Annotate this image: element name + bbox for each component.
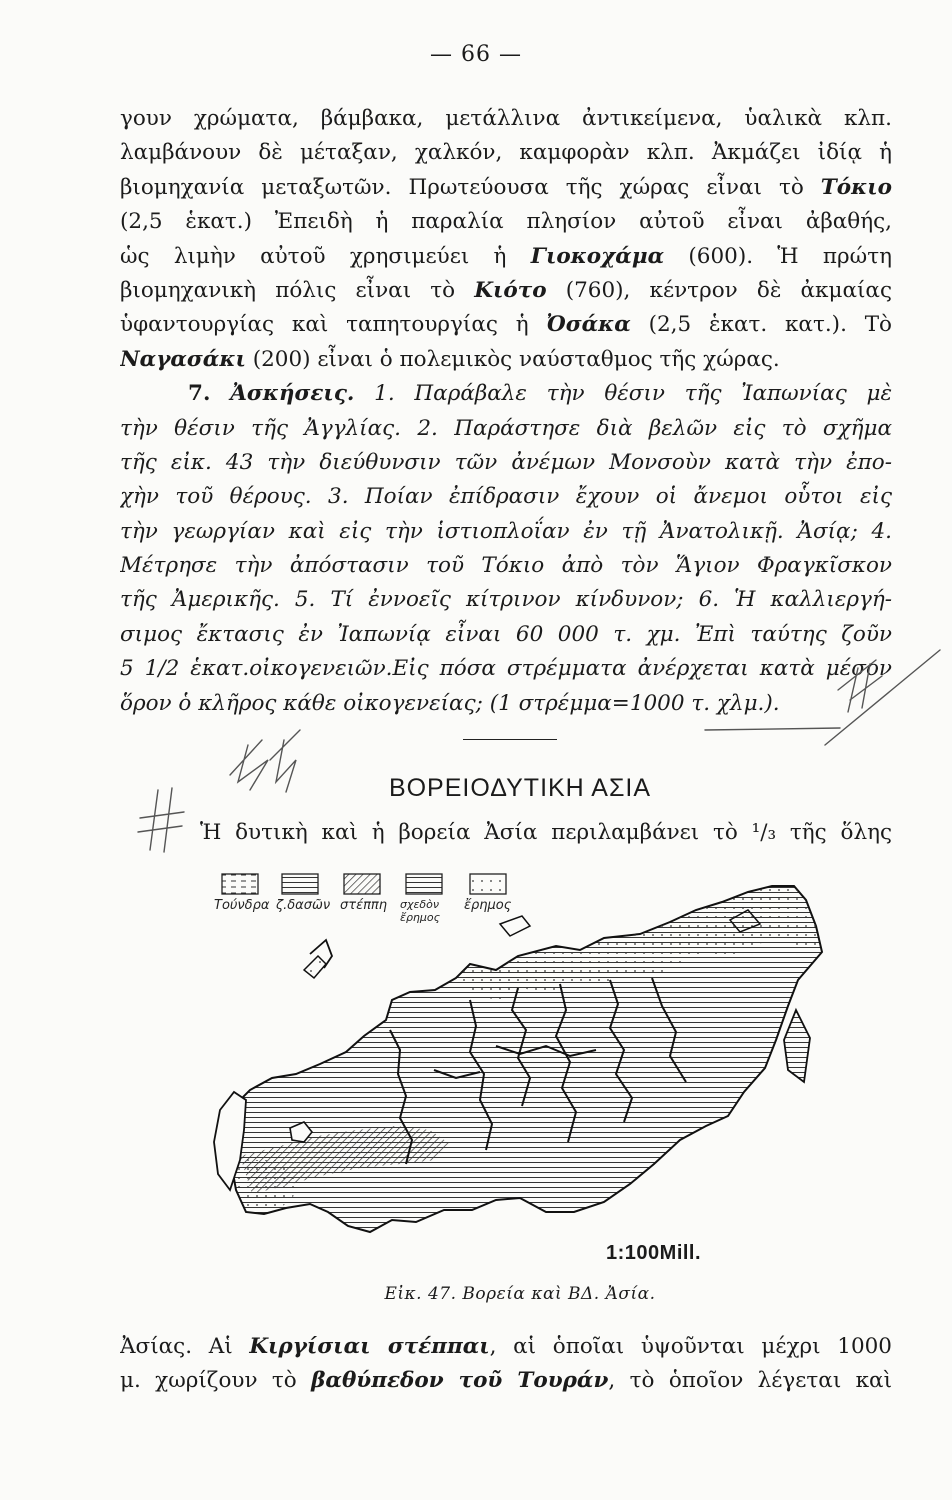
legend-swatch-steppe xyxy=(344,874,380,894)
exercises-number: 7. xyxy=(188,381,211,407)
city-name-yokohama: Γιοκοχάμα xyxy=(530,243,665,269)
text-span: (600). Ἡ πρώτη xyxy=(664,243,892,269)
text-span: βιομηχανία μεταξωτῶν. Πρωτεύουσα τῆς χώρας εἶναι τὸ xyxy=(120,174,821,200)
exercises-heading: Ἀσκήσεις. xyxy=(230,381,355,407)
exercise-line: χὴν τοῦ θέρους. 3. Ποίαν ἐπίδρασιν ἔχουν οἱ ἄνεμοι οὗτοι εἰς xyxy=(120,484,892,510)
text-line xyxy=(120,240,892,274)
kamchatka xyxy=(784,1010,810,1082)
exercise-line: Μέτρησε τὴν ἀπόστασιν τοῦ Τόκιο ἀπὸ τὸν Ἅγιον Φραγκῖσκον xyxy=(120,553,892,579)
city-name-osaka: Ὀσάκα xyxy=(546,312,631,338)
exercise-line: 5 1/2 ἑκατ.οἰκογενειῶν.Εἰς πόσα στρέμματα ἀνέρχεται κατὰ μέσον xyxy=(120,656,892,682)
legend-label-forest: ζ.δασῶν xyxy=(276,898,331,913)
legend-label-steppe: στέππη xyxy=(340,898,387,913)
map-legend xyxy=(222,874,506,894)
text-span: , αἱ ὁποῖαι ὑψοῦνται μέχρι 1000 xyxy=(489,1334,892,1359)
city-name-nagasaki: Ναγασάκι xyxy=(120,346,246,372)
legend-label-desert: ἔρημος xyxy=(464,898,512,913)
legend-swatch-forest xyxy=(282,874,318,894)
legend-label-tundra: Τούνδρα xyxy=(214,898,270,913)
text-line xyxy=(120,1330,892,1364)
city-name-kyoto: Κιότο xyxy=(474,277,547,303)
term-turan-lowland: βαθύπεδον τοῦ Τουράν xyxy=(311,1368,609,1394)
text-span: μ. χωρίζουν τὸ xyxy=(120,1368,312,1394)
text-line xyxy=(120,1364,892,1398)
exercises-heading-line xyxy=(120,377,892,411)
island xyxy=(500,916,530,936)
text-span: , τὸ ὁποῖον λέγεται καὶ xyxy=(608,1368,892,1394)
legend-swatch-desert xyxy=(470,874,506,894)
exercise-line: τῆς Ἀμερικῆς. 5. Τί ἐννοεῖς κίτρινον κίνδυνον; 6. Ἡ καλλιεργή- xyxy=(120,587,892,613)
exercise-line: σιμος ἔκτασις ἐν Ἰαπωνίᾳ εἶναι 60 000 τ. χμ. Ἐπὶ ταύτης ζοῦν xyxy=(120,621,892,647)
island xyxy=(304,956,326,978)
city-name-tokyo: Τόκιο xyxy=(820,174,892,200)
text-span: (2,5 ἑκατ. κατ.). Τὸ xyxy=(630,312,892,338)
map-scale: 1:100Mill. xyxy=(606,1242,702,1264)
text-line xyxy=(120,274,892,308)
text-span: ὡς λιμὴν αὐτοῦ χρησιμεύει ἡ xyxy=(120,243,531,269)
figure-caption: Εἰκ. 47. Βορεία καὶ ΒΔ. Ἀσία. xyxy=(384,1284,656,1304)
closing-paragraph xyxy=(120,1330,892,1399)
exercise-line: τῆς εἰκ. 43 τὴν διεύθυνσιν τῶν ἀνέμων Μονσοὺν κατὰ τὴν ἐπο- xyxy=(120,449,892,475)
exercise-line: τὴν γεωργίαν καὶ εἰς τὴν ἱστιοπλοΐαν ἐν τῇ Ἀνατολικῇ. Ἀσίᾳ; 4. xyxy=(120,518,892,544)
term-kirghiz-steppes: Κιργίσιαι στέππαι xyxy=(249,1334,490,1359)
text-line: γουν χρώματα, βάμβακα, μετάλλινα ἀντικείμενα, ὑαλικὰ κλπ. xyxy=(120,106,892,131)
text-line xyxy=(120,171,892,205)
body-paragraph xyxy=(120,102,892,721)
exercise-line: τὴν θέσιν τῆς Ἀγγλίας. 2. Παράστησε διὰ βελῶν εἰς τὸ σχῆμα xyxy=(120,415,892,441)
page-number: — 66 — xyxy=(430,42,522,67)
text-span: ὑφαντουργίας καὶ ταπητουργίας ἡ xyxy=(120,312,547,338)
intro-line: Ἡ δυτικὴ καὶ ἡ βορεία Ἀσία περιλαμβάνει τὸ ¹/₃ τῆς ὅλης xyxy=(200,820,892,845)
exercise-text: 1. Παράβαλε τὴν θέσιν τῆς Ἰαπωνίας μὲ xyxy=(374,381,892,407)
text-line xyxy=(120,308,892,342)
text-span: βιομηχανικὴ πόλις εἶναι τὸ xyxy=(120,277,475,303)
section-heading: ΒΟΡΕΙΟΔΥΤΙΚΗ ΑΣΙΑ xyxy=(388,774,652,802)
legend-swatch-tundra xyxy=(222,874,258,894)
text-line xyxy=(120,343,892,377)
separator-rule xyxy=(463,739,557,740)
map-northwest-asia xyxy=(200,860,920,1300)
map-drawing xyxy=(200,860,920,1300)
legend-label-semidesert: σχεδὸν ἔρημος xyxy=(400,898,441,924)
text-line: λαμβάνουν δὲ μέταξαν, χαλκόν, καμφορὰν κλπ. Ἀκμάζει ἰδίᾳ ἡ xyxy=(120,140,892,166)
text-span: (200) εἶναι ὁ πολεμικὸς ναύσταθμος τῆς χώρας. xyxy=(245,346,780,372)
text-line: (2,5 ἑκατ.) Ἐπειδὴ ἡ παραλία πλησίον αὐτοῦ εἶναι ἀβαθής, xyxy=(120,209,892,235)
text-span: (760), κέντρον δὲ ἀκμαίας xyxy=(546,277,892,303)
legend-swatch-semidesert xyxy=(406,874,442,894)
exercise-line: ὅρον ὁ κλῆρος κάθε οἰκογενείας; (1 στρέμμα=1000 τ. χλμ.). xyxy=(120,690,780,716)
text-span: Ἀσίας. Αἱ xyxy=(120,1334,250,1359)
